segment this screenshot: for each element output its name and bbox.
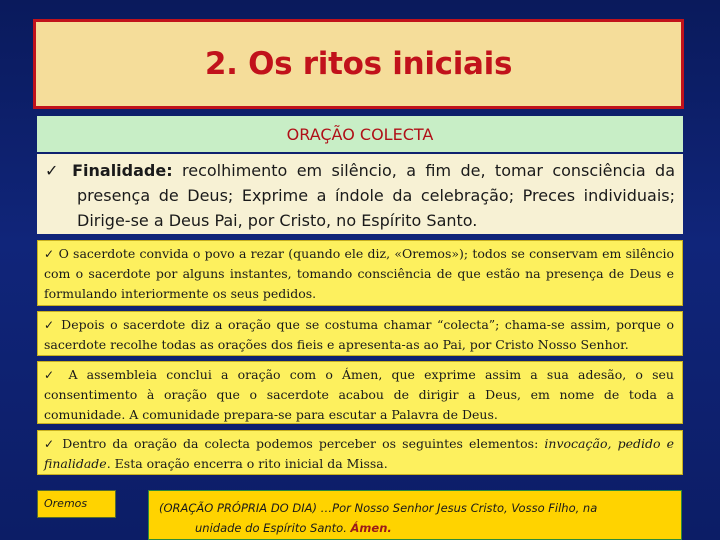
closing-line-1: (ORAÇÃO PRÓPRIA DO DIA) …Por Nosso Senhor Jesus Cristo, Vosso Filho, na <box>159 501 598 515</box>
note-text-2: Depois o sacerdote diz a oração que se costuma chamar “colecta”; chama-se assim, porque o sacerdote recolhe todas as orações dos fieis e apresenta-as ao Pai, por Cristo Nosso Senhor. <box>44 317 674 352</box>
slide-title: 2. Os ritos iniciais <box>204 46 513 82</box>
note-paragraph-2 <box>44 315 674 355</box>
note-box-3 <box>37 361 683 424</box>
note-text-4b: . Esta oração encerra o rito inicial da Missa. <box>106 456 388 471</box>
note-paragraph-4 <box>44 434 674 474</box>
note-text-4a: Dentro da oração da colecta podemos perceber os seguintes elementos: <box>56 436 545 451</box>
note-paragraph-3 <box>44 365 674 425</box>
check-icon: ✓ <box>44 437 57 451</box>
note-box-1 <box>37 240 683 306</box>
note-text-1: O sacerdote convida o povo a rezar (quando ele diz, «Oremos»); todos se conservam em silêncio com o sacerdote por alguns instantes, tomando consciência de que estão na presença de Deus e formulando interiormente os seus pedidos. <box>44 246 674 301</box>
purpose-box <box>37 154 683 234</box>
purpose-paragraph <box>45 158 675 233</box>
check-icon: ✓ <box>44 318 56 332</box>
purpose-text: recolhimento em silêncio, a fim de, tomar consciência da presença de Deus; Exprime a índole da celebração; Preces individuais; Dirige-se a Deus Pai, por Cristo, no Espírito Santo. <box>77 161 676 230</box>
check-icon: ✓ <box>44 368 60 382</box>
note-paragraph-1 <box>44 244 674 304</box>
closing-line-2-text: unidade do Espírito Santo. <box>195 521 351 535</box>
amen-word: Ámen. <box>350 521 392 535</box>
note-elements-italic: invocação, pedido e finalidade <box>44 436 674 471</box>
note-text-3: A assembleia conclui a oração com o Ámen, que exprime assim a sua adesão, o seu consentimento à oração que o sacerdote acabou de dirigir a Deus, em nome de toda a comunidade. A comunidade prepara-se para escutar a Palavra de Deus. <box>44 367 674 422</box>
slide-subtitle: ORAÇÃO COLECTA <box>286 124 434 144</box>
subtitle-box <box>37 116 683 152</box>
purpose-label: Finalidade: <box>72 161 173 180</box>
note-box-2 <box>37 311 683 356</box>
note-box-4 <box>37 430 683 475</box>
title-box <box>33 19 684 109</box>
check-icon: ✓ <box>44 247 55 261</box>
check-icon: ✓ <box>45 161 63 180</box>
closing-prayer-box <box>148 490 682 540</box>
closing-line-2 <box>159 518 675 538</box>
oremos-label: Oremos <box>44 497 88 510</box>
oremos-box <box>37 490 116 518</box>
